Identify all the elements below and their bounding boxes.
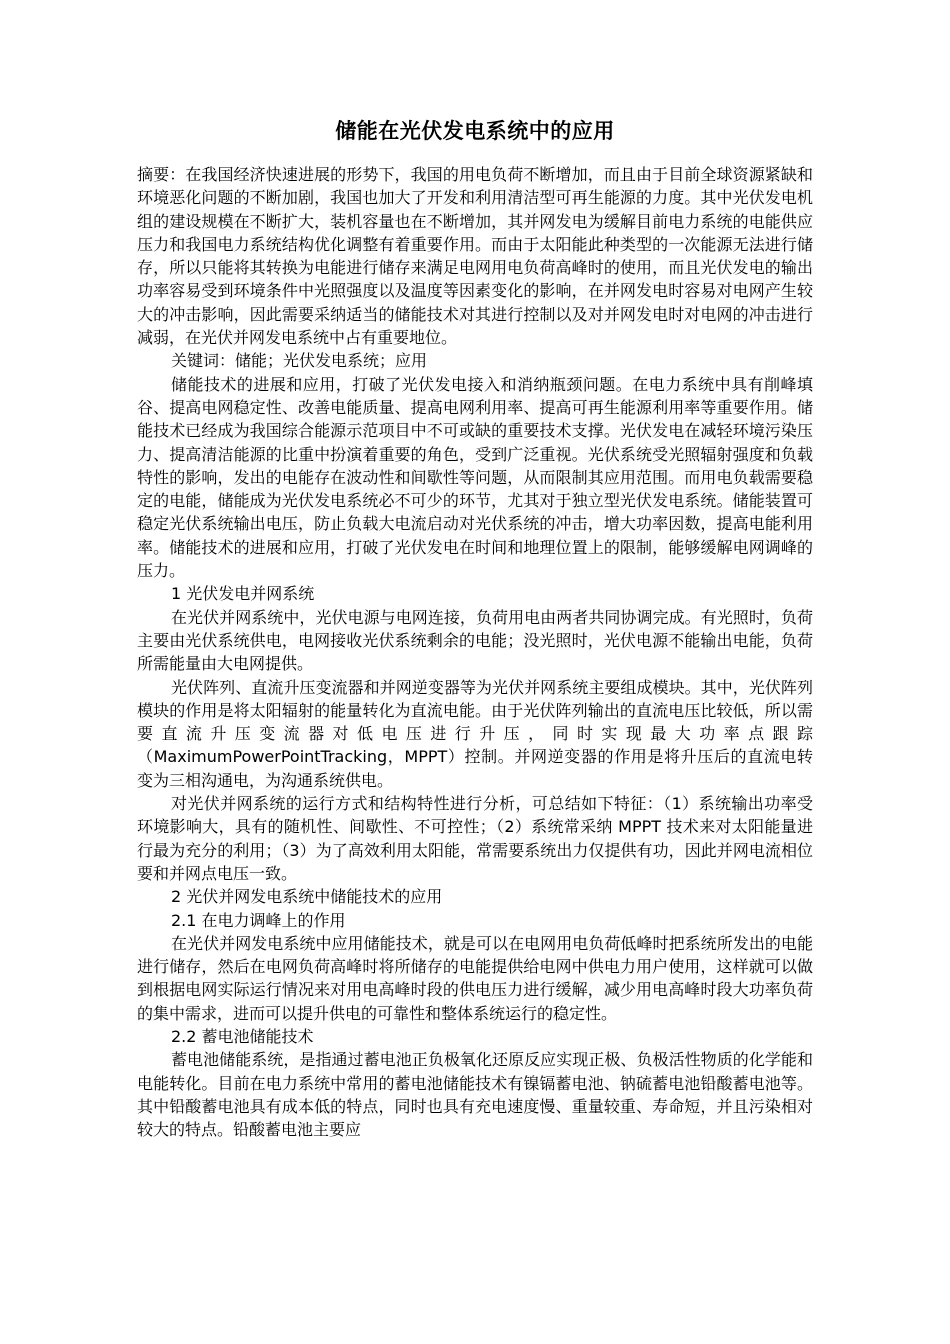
body-paragraph: 在光伏并网系统中，光伏电源与电网连接，负荷用电由两者共同协调完成。有光照时，负荷主要由光伏系统供电，电网接收光伏系统剩余的电能；没光照时，光伏电源不能输出电能，负荷所需能量由大电网提供。 xyxy=(137,607,813,674)
document-title: 储能在光伏发电系统中的应用 xyxy=(335,119,615,143)
body-paragraph: 在光伏并网发电系统中应用储能技术，就是可以在电网用电负荷低峰时把系统所发出的电能进行储存，然后在电网负荷高峰时将所储存的电能提供给电网中供电力用户使用，这样就可以做到根据电网实际运行情况来对用电高峰时段的供电压力进行缓解，减少用电高峰时段大功率负荷的集中需求，进而可以提升供电的可靠性和整体系统运行的稳定性。 xyxy=(137,933,813,1023)
abstract-paragraph: 摘要：在我国经济快速进展的形势下，我国的用电负荷不断增加，而且由于目前全球资源紧缺和环境恶化问题的不断加剧，我国也加大了开发和利用清洁型可再生能源的力度。其中光伏发电机组的建设规模在不断扩大，装机容量也在不断增加，其并网发电为缓解目前电力系统的电能供应压力和我国电力系统结构优化调整有着重要作用。而由于太阳能此种类型的一次能源无法进行储存，所以只能将其转换为电能进行储存来满足电网用电负荷高峰时的使用，而且光伏发电的输出功率容易受到环境条件中光照强度以及温度等因素变化的影响，在并网发电时容易对电网产生较大的冲击影响，因此需要采纳适当的储能技术对其进行控制以及对并网发电时对电网的冲击进行减弱，在光伏并网发电系统中占有重要地位。 xyxy=(137,165,813,348)
body-paragraph: 对光伏并网系统的运行方式和结构特性进行分析，可总结如下特征：（1）系统输出功率受环境影响大，具有的随机性、间歇性、不可控性；（2）系统常采纳 MPPT 技术来对太阳能量进行最为充分的利用；（3）为了高效利用太阳能，常需要系统出力仅提供有功，因此并网电流相位要和并网点电压一致。 xyxy=(137,794,813,883)
section-heading: 1 光伏发电并网系统 xyxy=(171,584,315,604)
subsection-heading: 2.2 蓄电池储能技术 xyxy=(171,1026,314,1046)
section-heading: 2 光伏并网发电系统中储能技术的应用 xyxy=(171,887,443,907)
document-body xyxy=(137,163,813,1141)
body-paragraph: 光伏阵列、直流升压变流器和并网逆变器等为光伏并网系统主要组成模块。其中，光伏阵列模块的作用是将太阳辐射的能量转化为直流电能。由于光伏阵列输出的直流电压比较低，所以需要直流升压变流器对低电压进行升压，同时实现最大功率点跟踪（MaximumPowerPointTracking，MPPT）控制。并网逆变器的作用是将升压后的直流电转变为三相沟通电，为沟通系统供电。 xyxy=(137,677,813,790)
keywords-line: 关键词：储能；光伏发电系统；应用 xyxy=(171,351,428,371)
body-paragraph: 储能技术的进展和应用，打破了光伏发电接入和消纳瓶颈问题。在电力系统中具有削峰填谷、提高电网稳定性、改善电能质量、提高电网利用率、提高可再生能源利用率等重要作用。储能技术已经成为我国综合能源示范项目中不可或缺的重要技术支撑。光伏发电在减轻环境污染压力、提高清洁能源的比重中扮演着重要的角色，受到广泛重视。光伏系统受光照辐射强度和负载特性的影响，发出的电能存在波动性和间歇性等问题，从而限制其应用范围。而用电负载需要稳定的电能，储能成为光伏发电系统必不可少的环节，尤其对于独立型光伏发电系统。储能装置可稳定光伏系统输出电压，防止负载大电流启动对光伏系统的冲击，增大功率因数，提高电能利用率。储能技术的进展和应用，打破了光伏发电在时间和地理位置上的限制，能够缓解电网调峰的压力。 xyxy=(137,374,813,581)
subsection-heading: 2.1 在电力调峰上的作用 xyxy=(171,910,346,930)
body-paragraph: 蓄电池储能系统，是指通过蓄电池正负极氧化还原反应实现正极、负极活性物质的化学能和电能转化。目前在电力系统中常用的蓄电池储能技术有镍镉蓄电池、钠硫蓄电池铅酸蓄电池等。其中铅酸蓄电池具有成本低的特点，同时也具有充电速度慢、重量较重、寿命短，并且污染相对较大的特点。铅酸蓄电池主要应 xyxy=(137,1050,813,1140)
